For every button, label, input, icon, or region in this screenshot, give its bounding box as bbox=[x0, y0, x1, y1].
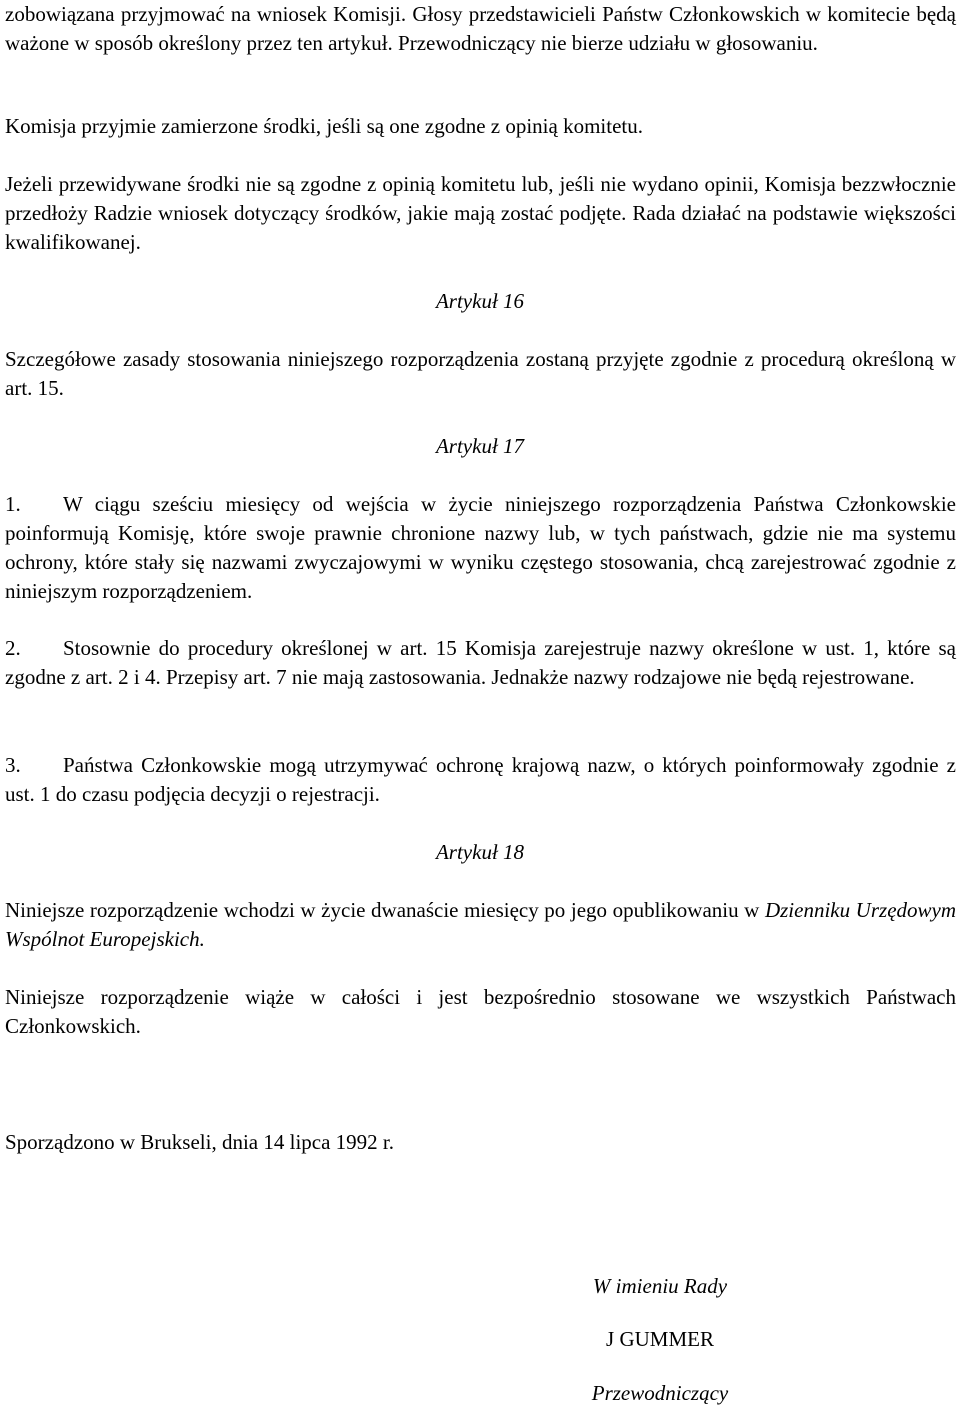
article-17-item-2 bbox=[5, 634, 956, 692]
item-number: 3. bbox=[5, 753, 21, 777]
signature-on-behalf: W imieniu Rady bbox=[592, 1274, 728, 1298]
signature-title: Przewodniczący bbox=[591, 1381, 729, 1405]
article-17-heading: Artykuł 17 bbox=[435, 434, 525, 458]
item-number: 1. bbox=[5, 492, 21, 516]
article-18-binding: Niniejsze rozporządzenie wiąże w całości i jest bezpośrednio stosowane we wszystkich Państwach Członkowskich. bbox=[5, 985, 956, 1038]
article-18-heading: Artykuł 18 bbox=[435, 840, 525, 864]
done-at-line: Sporządzono w Brukseli, dnia 14 lipca 1992 r. bbox=[5, 1130, 395, 1154]
article-17-item-1 bbox=[5, 490, 956, 606]
item-number: 2. bbox=[5, 636, 21, 660]
paragraph-committee-votes: zobowiązana przyjmować na wniosek Komisji. Głosy przedstawicieli Państw Członkowskich w komitecie będą ważone w sposób określony przez ten artykuł. Przewodniczący nie bierze udziału w głosowaniu. bbox=[5, 2, 956, 55]
official-journal-name: Dzienniku Urzędowym Wspólnot Europejskich. bbox=[5, 898, 957, 951]
paragraph-commission-adopts: Komisja przyjmie zamierzone środki, jeśli są one zgodne z opinią komitetu. bbox=[5, 114, 643, 138]
article-18-entry-into-force bbox=[5, 896, 956, 954]
article-16-heading: Artykuł 16 bbox=[435, 289, 525, 313]
item-text: Stosownie do procedury określonej w art. 15 Komisja zarejestruje nazwy określone w ust. 1, które są zgodne z art. 2 i 4. Przepisy art. 7 nie mają zastosowania. Jednakże nazwy rodzajowe nie będą rejestrowane. bbox=[5, 636, 956, 689]
signature-name: J GUMMER bbox=[606, 1327, 714, 1351]
item-text: W ciągu sześciu miesięcy od wejścia w życie niniejszego rozporządzenia Państwa Członkowskie poinformują Komisję, które swoje prawnie chronione nazwy lub, w tych państwach, gdzie nie ma systemu ochrony, które stały się nazwami zwyczajowymi w wyniku częstego stosowania, chcą zarejestrować zgodnie z niniejszym rozporządzeniem. bbox=[5, 492, 956, 603]
item-text: Państwa Członkowskie mogą utrzymywać ochronę krajową nazw, o których poinformowały zgodnie z ust. 1 do czasu podjęcia decyzji o rejestracji. bbox=[5, 753, 956, 806]
entry-text: Niniejsze rozporządzenie wchodzi w życie dwanaście miesięcy po jego opublikowaniu w bbox=[5, 898, 760, 922]
paragraph-council-proposal: Jeżeli przewidywane środki nie są zgodne z opinią komitetu lub, jeśli nie wydano opinii, Komisja bezzwłocznie przedłoży Radzie wniosek dotyczący środków, jakie mają zostać podjęte. Rada działać na podstawie większości kwalifikowanej. bbox=[5, 172, 956, 254]
article-16-text: Szczegółowe zasady stosowania niniejszego rozporządzenia zostaną przyjęte zgodnie z procedurą określoną w art. 15. bbox=[5, 347, 956, 400]
article-17-item-3 bbox=[5, 751, 956, 809]
